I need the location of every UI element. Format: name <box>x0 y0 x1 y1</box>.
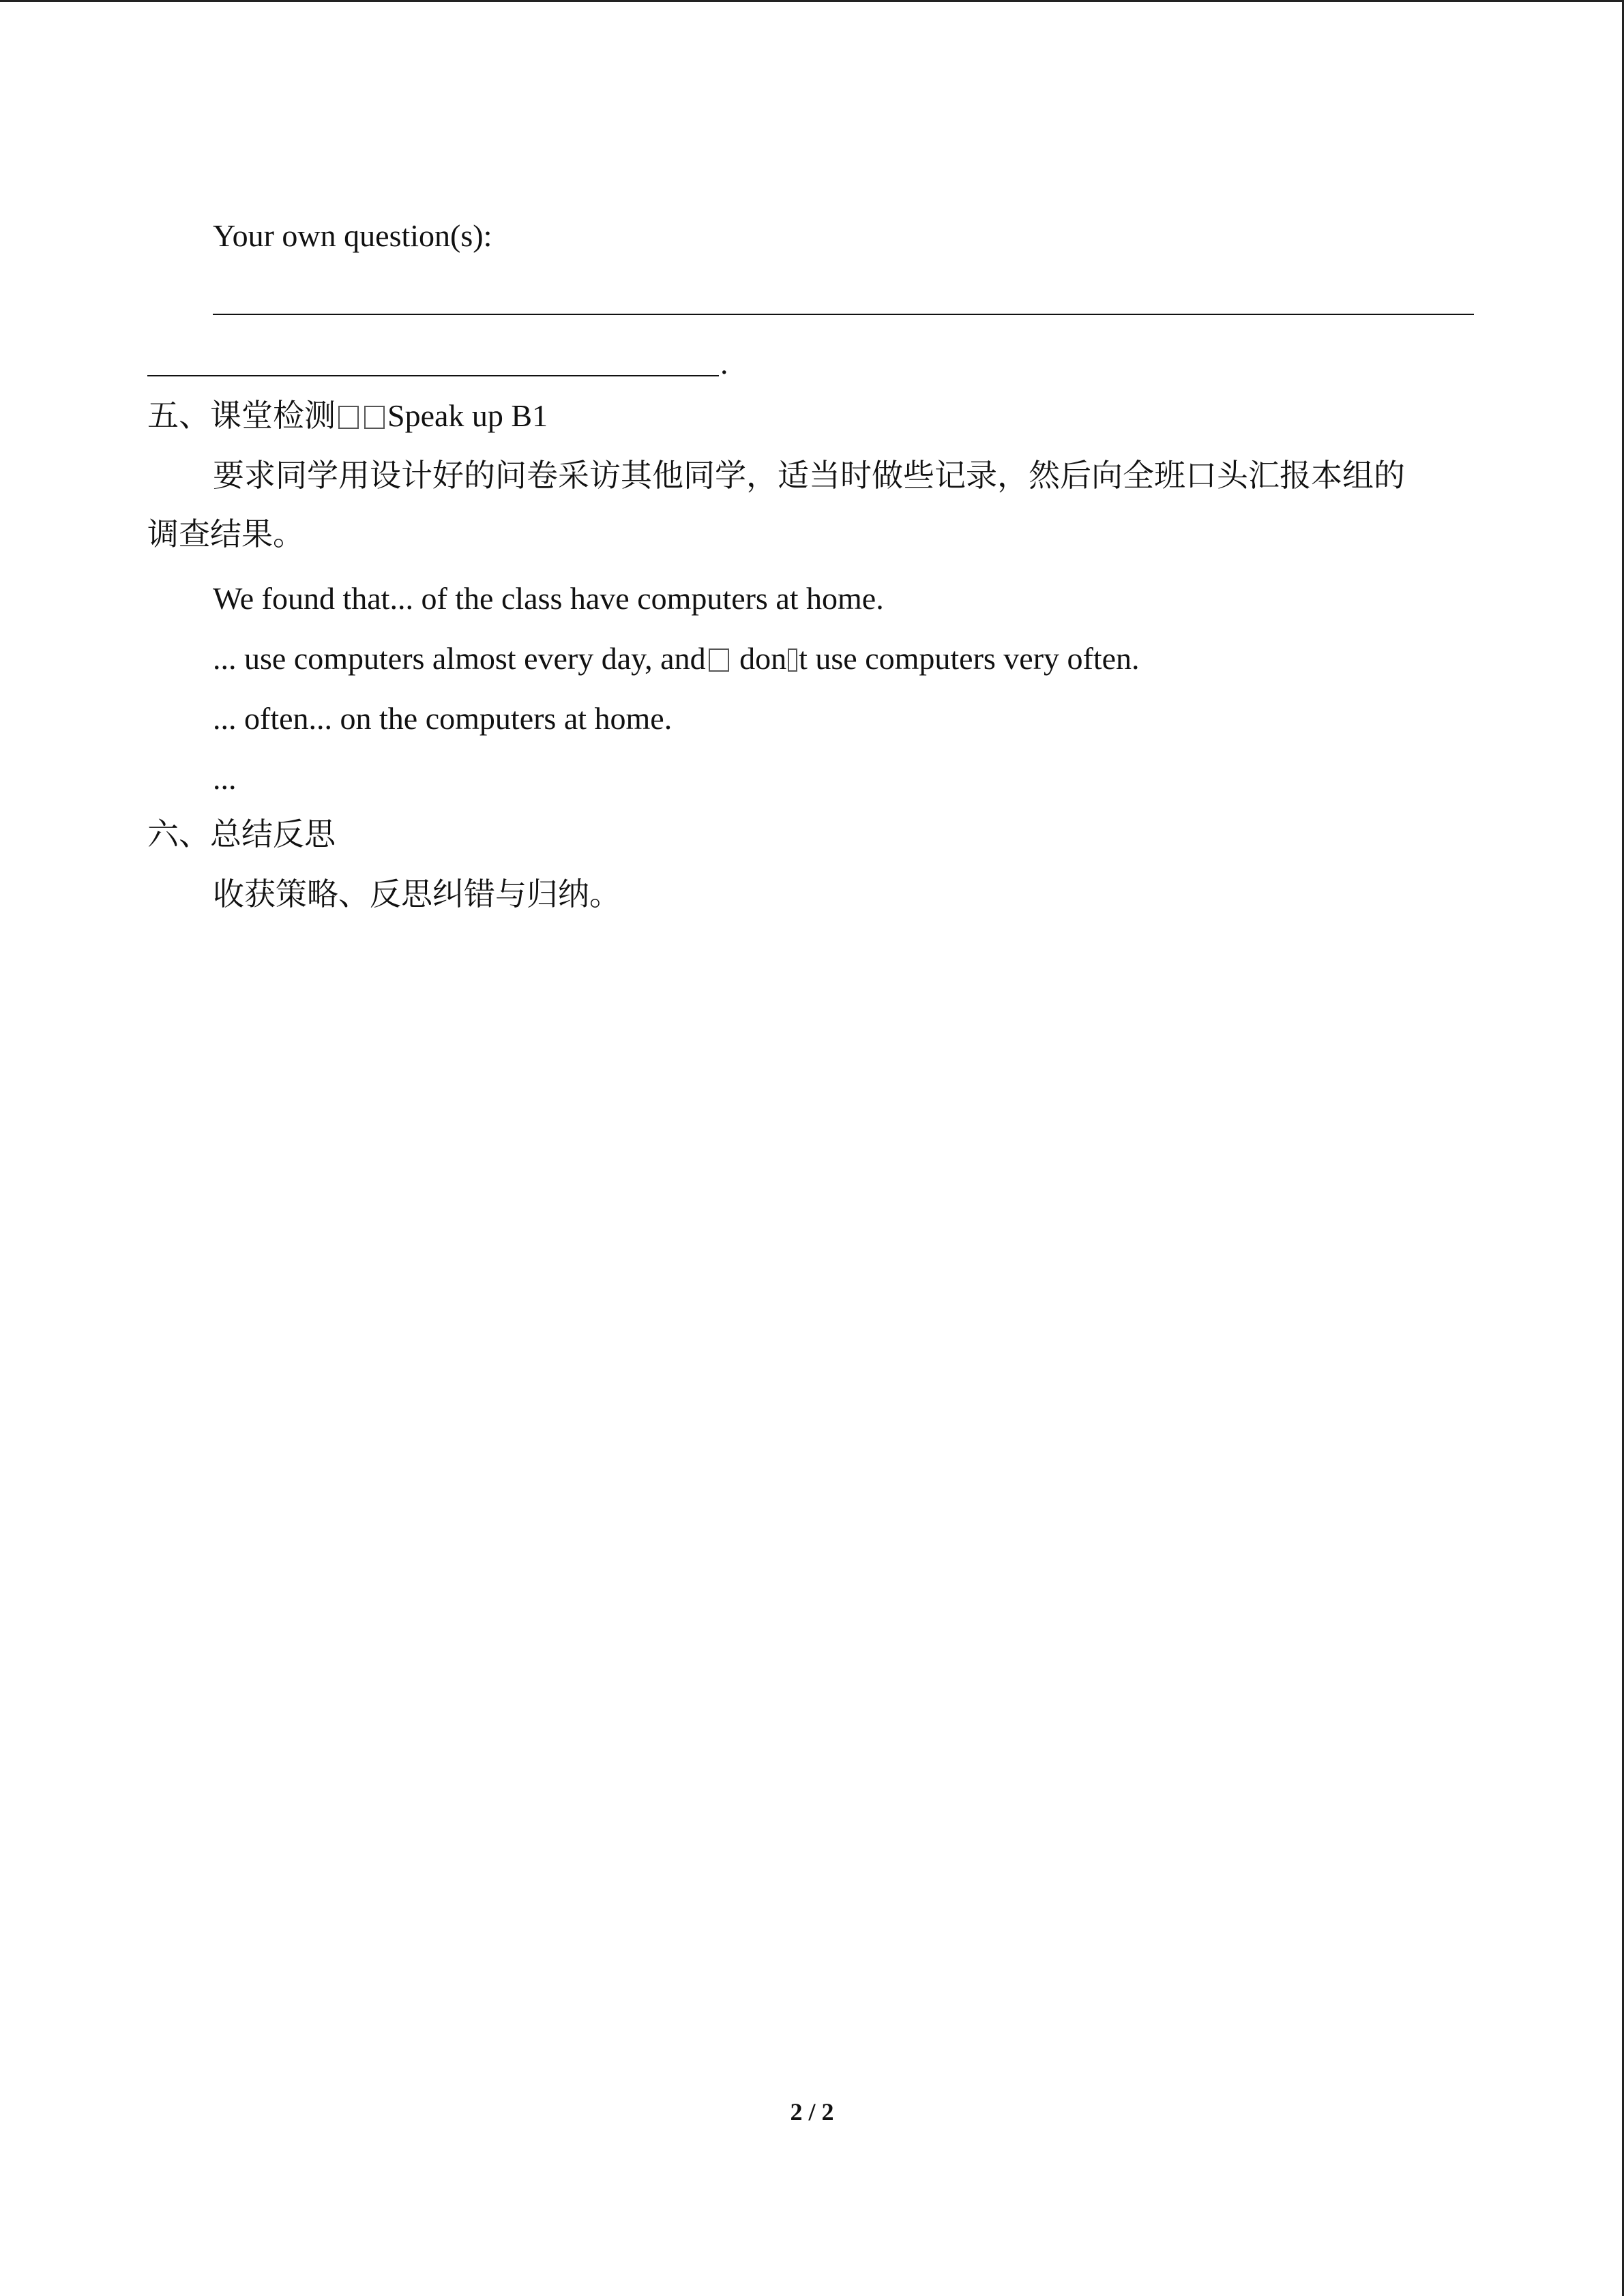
answer-blank-line-1 <box>213 314 1474 315</box>
answer-blank-period: . <box>720 346 728 381</box>
page-number: 2 / 2 <box>790 2098 834 2126</box>
page-top-border <box>0 0 1624 2</box>
section-6-content: 收获策略、反思纠错与归纳。 <box>213 877 621 912</box>
example-line-4: ... <box>213 761 237 796</box>
example-line-2-part-c: t use computers very often. <box>799 641 1140 676</box>
example-line-2 <box>213 640 1140 678</box>
own-question-label: Your own question(s): <box>213 218 492 253</box>
placeholder-box-icon <box>364 406 385 429</box>
section-5-heading <box>147 397 548 435</box>
section-6-heading: 六、总结反思 <box>147 817 336 852</box>
example-line-1: We found that... of the class have computers at home. <box>213 581 884 616</box>
section-5-instruction-line-2: 调查结果。 <box>147 517 304 552</box>
answer-blank-line-2 <box>147 375 719 376</box>
example-line-2-part-b: don <box>739 641 787 676</box>
placeholder-box-icon <box>338 406 359 429</box>
placeholder-box-icon <box>709 648 729 672</box>
section-5-instruction-line-1: 要求同学用设计好的问卷采访其他同学，适当时做些记录，然后向全班口头汇报本组的 <box>213 458 1405 493</box>
section-5-heading-suffix: Speak up B1 <box>387 398 548 433</box>
example-line-3: ... often... on the computers at home. <box>213 701 673 736</box>
apostrophe-placeholder-icon <box>788 648 797 672</box>
example-line-2-part-a: ... use computers almost every day, and <box>213 641 706 676</box>
section-5-heading-prefix: 五、课堂检测 <box>147 398 336 433</box>
